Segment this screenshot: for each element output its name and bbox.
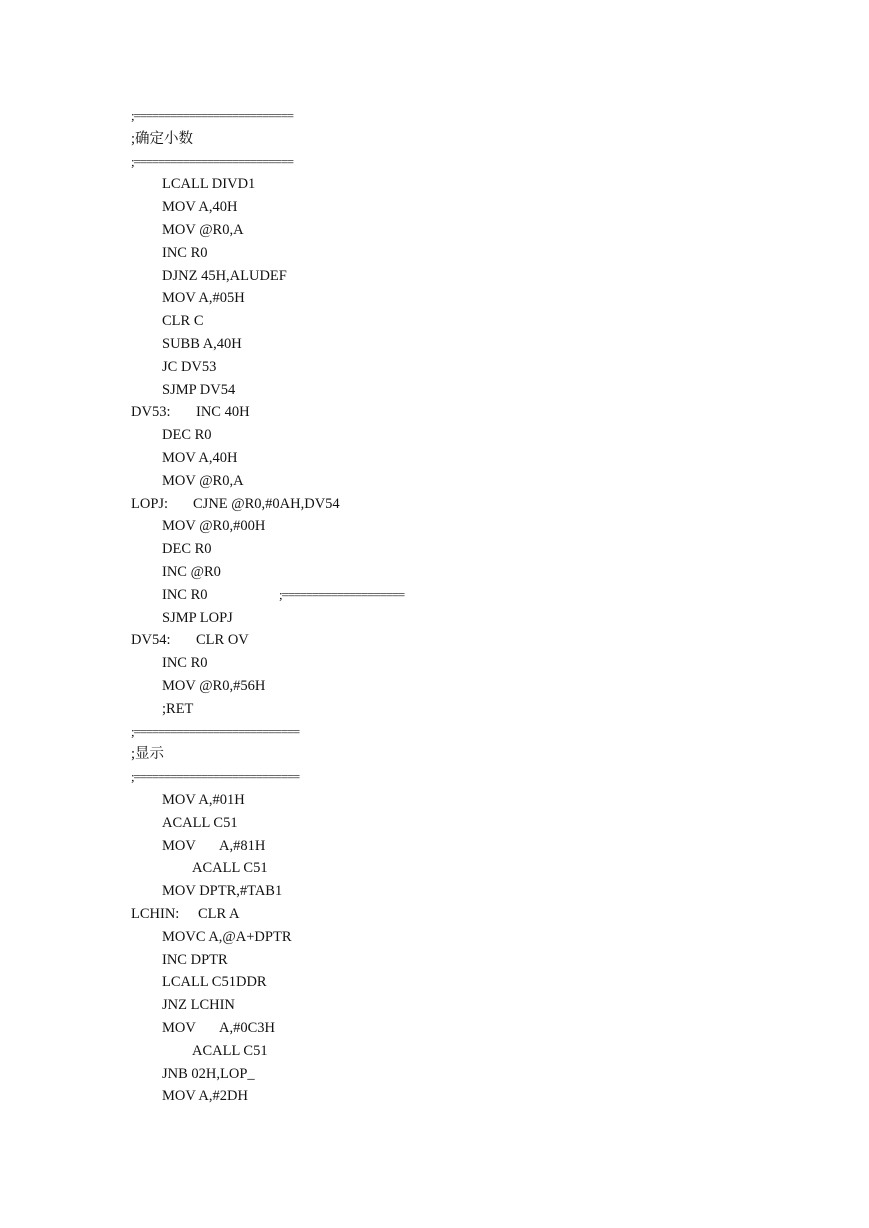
code-line: MOV DPTR,#TAB1: [162, 883, 283, 899]
code-line: MOVC A,@A+DPTR: [162, 929, 292, 945]
code-line: MOV A,40H: [162, 199, 238, 215]
code-line: DEC R0: [162, 427, 212, 443]
code-line: SJMP LOPJ: [162, 610, 233, 626]
code-line: LCALL C51DDR: [162, 974, 267, 990]
code-line: MOV @R0,#00H: [162, 518, 266, 534]
code-line: CLR A: [198, 906, 240, 922]
code-label: LOPJ:: [131, 496, 169, 512]
code-line: MOV @R0,#56H: [162, 678, 266, 694]
code-line: MOV A,#01H: [162, 792, 245, 808]
code-line: JNZ LCHIN: [162, 997, 235, 1013]
code-mnemonic: MOV: [162, 1020, 196, 1036]
code-line: INC R0: [162, 587, 208, 603]
code-line: INC R0: [162, 245, 208, 261]
code-line: MOV A,40H: [162, 450, 238, 466]
code-label: DV53:: [131, 404, 171, 420]
separator-line: ;==========================: [131, 154, 293, 169]
code-line: INC R0: [162, 655, 208, 671]
code-label: LCHIN:: [131, 906, 180, 922]
code-line: CJNE @R0,#0AH,DV54: [193, 496, 340, 512]
code-line: MOV @R0,A: [162, 222, 244, 238]
code-line: SJMP DV54: [162, 382, 236, 398]
inline-separator-comment: ;====================: [279, 587, 405, 602]
separator-line: ;===========================: [131, 769, 299, 784]
code-line: DJNZ 45H,ALUDEF: [162, 268, 287, 284]
code-operand: A,#0C3H: [219, 1020, 275, 1036]
code-line: MOV @R0,A: [162, 473, 244, 489]
code-line: LCALL DIVD1: [162, 176, 256, 192]
code-line: DEC R0: [162, 541, 212, 557]
separator-line: ;==========================: [131, 108, 293, 123]
code-line: SUBB A,40H: [162, 336, 242, 352]
code-line: ACALL C51: [192, 860, 268, 876]
separator-line: ;===========================: [131, 724, 299, 739]
code-line: ACALL C51: [162, 815, 238, 831]
code-line: JNB 02H,LOP_: [162, 1066, 255, 1082]
code-label: DV54:: [131, 632, 171, 648]
code-line: ACALL C51: [192, 1043, 268, 1059]
section-comment: ;显示: [131, 746, 165, 762]
section-comment: ;确定小数: [131, 131, 194, 147]
code-line: JC DV53: [162, 359, 217, 375]
code-mnemonic: MOV: [162, 838, 196, 854]
code-line: INC DPTR: [162, 952, 228, 968]
code-line: INC @R0: [162, 564, 221, 580]
code-operand: A,#81H: [219, 838, 266, 854]
code-line: ;RET: [162, 701, 194, 717]
code-line: CLR OV: [196, 632, 249, 648]
code-line: CLR C: [162, 313, 204, 329]
code-line: MOV A,#2DH: [162, 1088, 248, 1104]
code-line: INC 40H: [196, 404, 250, 420]
code-line: MOV A,#05H: [162, 290, 245, 306]
